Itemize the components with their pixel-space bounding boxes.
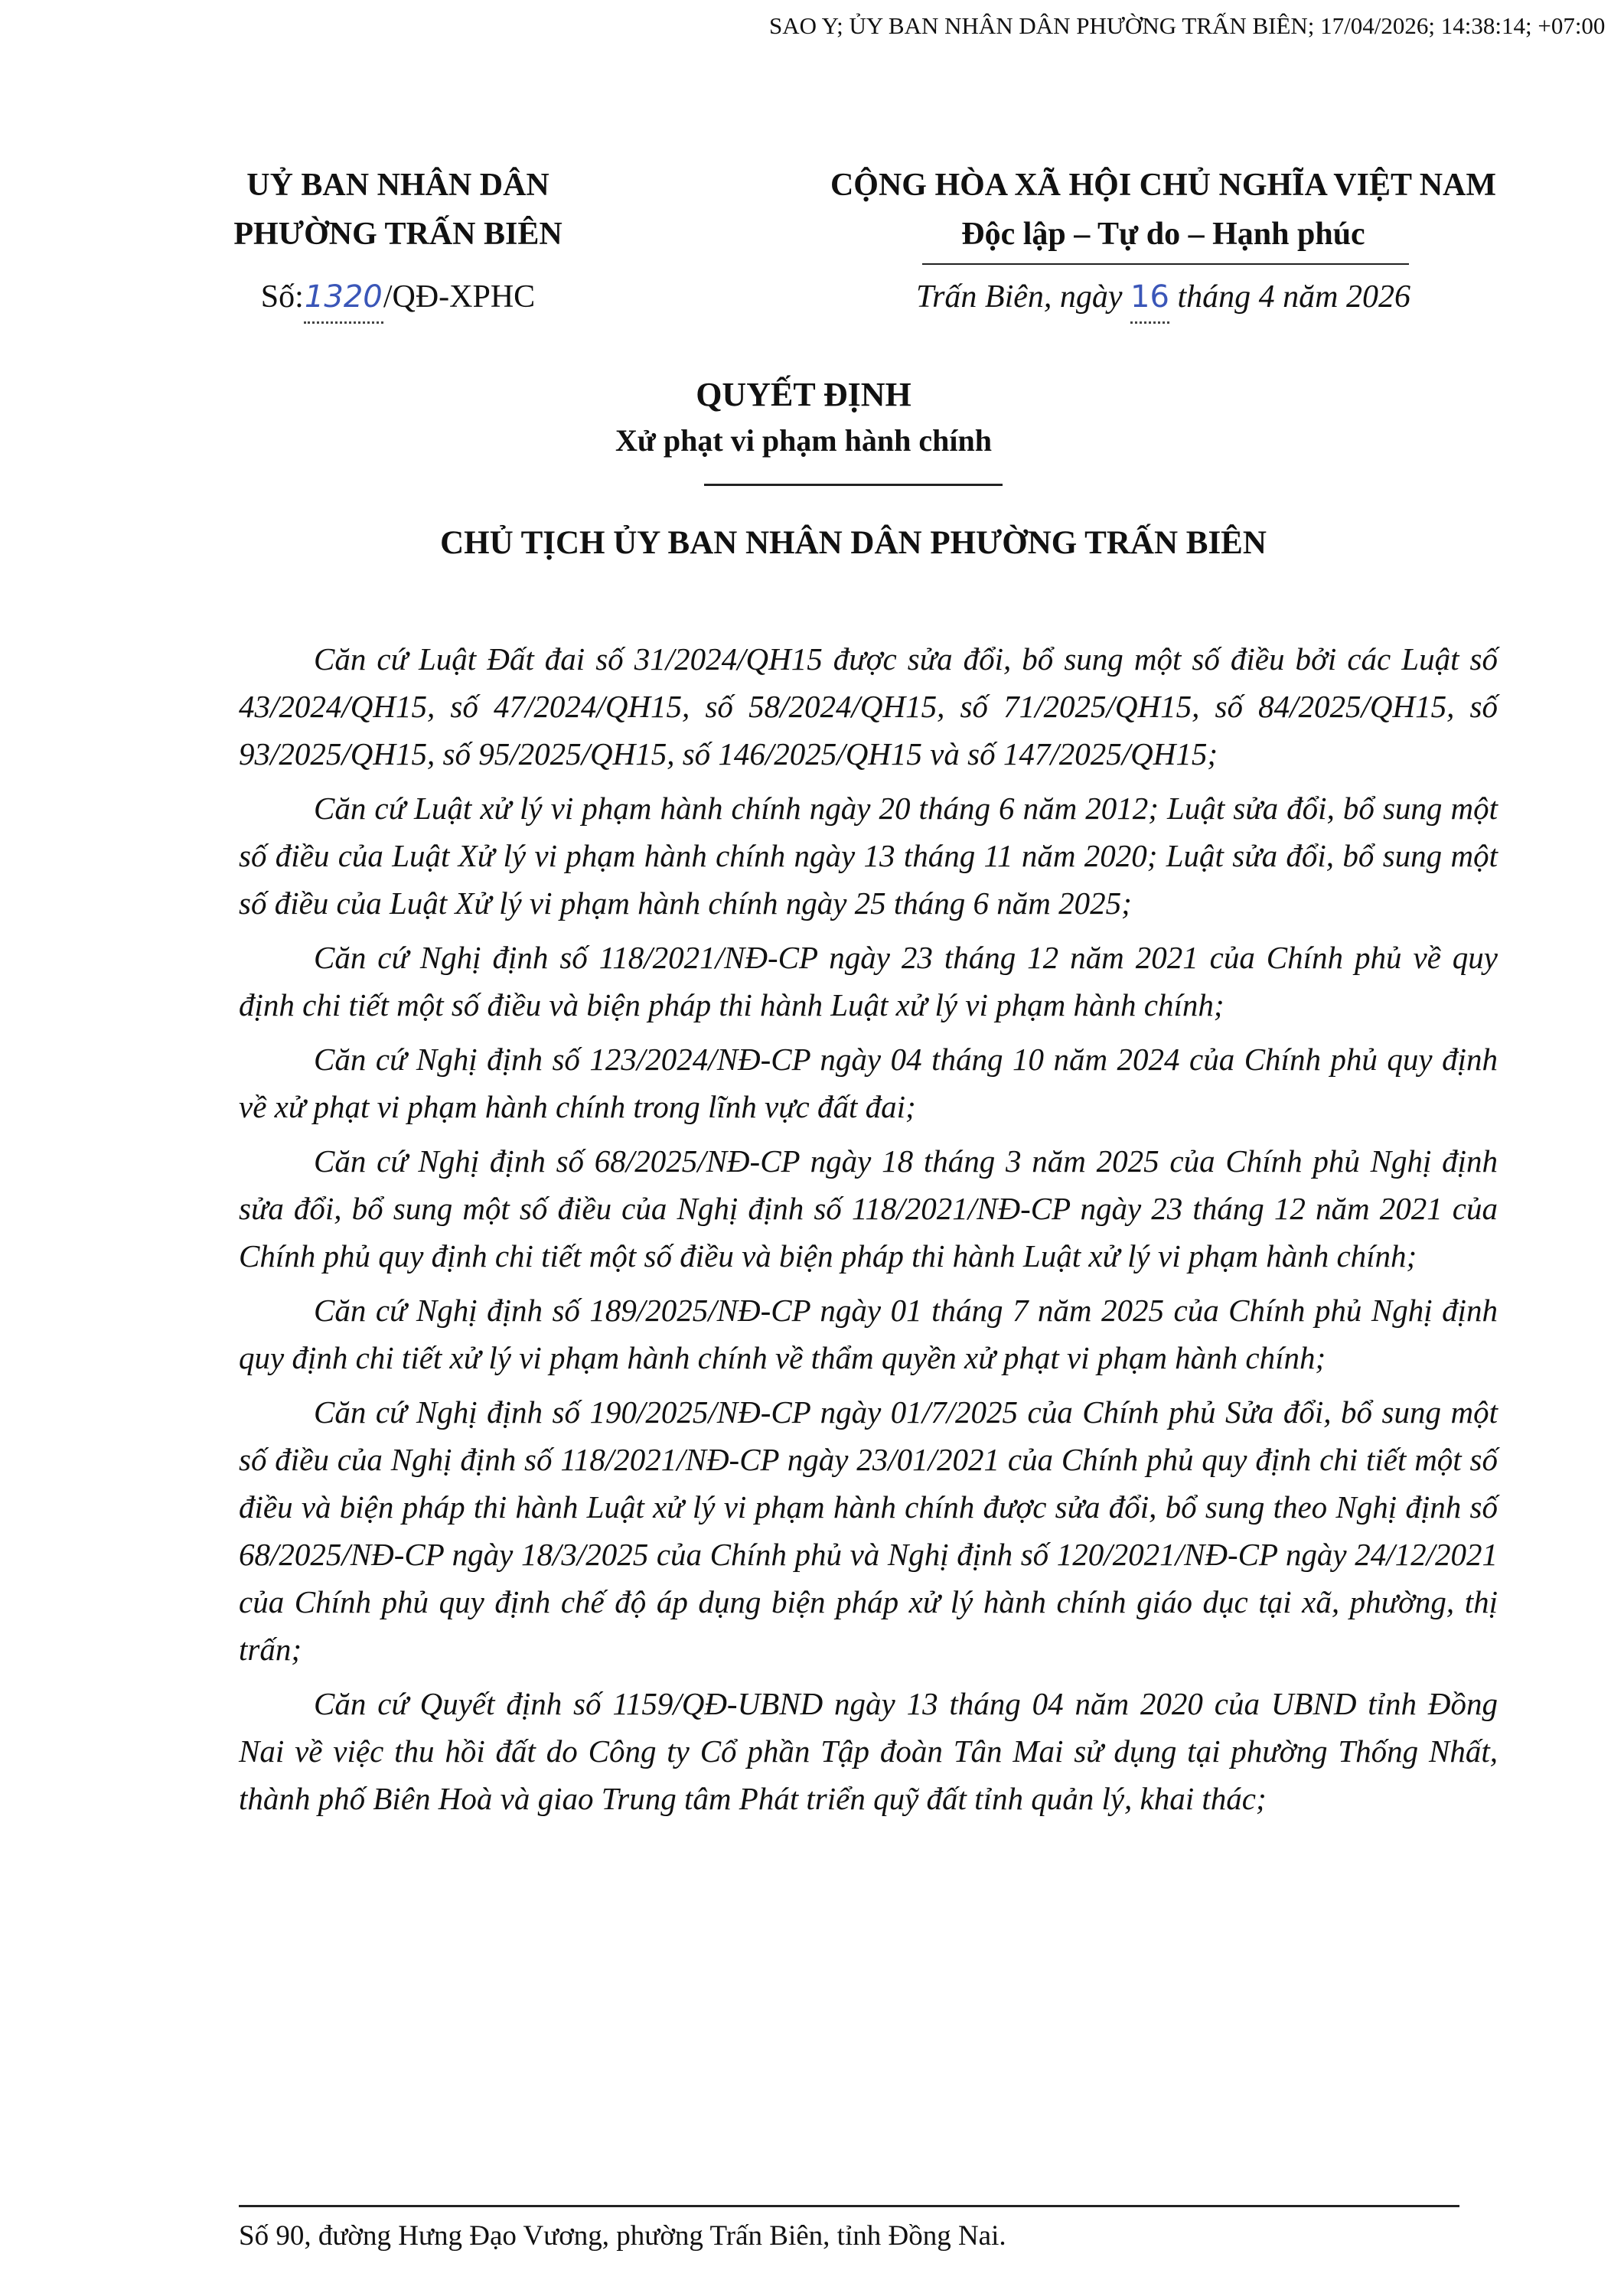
legal-basis-body [239, 635, 1498, 1829]
country-name: CỘNG HÒA XÃ HỘI CHỦ NGHĨA VIỆT NAM [830, 168, 1497, 203]
legal-basis-paragraph: Căn cứ Nghị định số 189/2025/NĐ-CP ngày 01 tháng 7 năm 2025 của Chính phủ Nghị định quy định chi tiết xử lý vi phạm hành chính về thẩm quyền xử phạt vi phạm hành chính; [239, 1293, 1498, 1375]
legal-basis-paragraph: Căn cứ Quyết định số 1159/QĐ-UBND ngày 13 tháng 04 năm 2020 của UBND tỉnh Đồng Nai về việc thu hồi đất do Công ty Cổ phần Tập đoàn Tân Mai sử dụng tại phường Thống Nhất, thành phố Biên Hoà và giao Trung tâm Phát triển quỹ đất tỉnh quản lý, khai thác; [239, 1686, 1498, 1816]
legal-basis-paragraph: Căn cứ Nghị định số 118/2021/NĐ-CP ngày 23 tháng 12 năm 2021 của Chính phủ về quy định chi tiết một số điều và biện pháp thi hành Luật xử lý vi phạm hành chính; [239, 940, 1498, 1022]
legal-basis-paragraph: Căn cứ Nghị định số 190/2025/NĐ-CP ngày 01/7/2025 của Chính phủ Sửa đổi, bổ sung một số điều của Nghị định số 118/2021/NĐ-CP ngày 23/01/2021 của Chính phủ quy định chi tiết một số điều và biện pháp thi hành Luật xử lý vi phạm hành chính được sửa đổi, bổ sung theo Nghị định số 68/2025/NĐ-CP ngày 18/3/2025 của Chính phủ và Nghị định số 120/2021/NĐ-CP ngày 24/12/2021 của Chính phủ quy định chế độ áp dụng biện pháp xử lý hành chính giáo dục tại xã, phường, thị trấn; [239, 1394, 1498, 1667]
document-number-suffix: /QĐ-XPHC [383, 279, 536, 315]
legal-basis-paragraph: Căn cứ Luật xử lý vi phạm hành chính ngày 20 tháng 6 năm 2012; Luật sửa đổi, bổ sung một số điều của Luật Xử lý vi phạm hành chính ngày 13 tháng 11 năm 2020; Luật sửa đổi, bổ sung một số điều của Luật Xử lý vi phạm hành chính ngày 25 tháng 6 năm 2025; [239, 791, 1498, 921]
legal-basis-paragraph: Căn cứ Nghị định số 68/2025/NĐ-CP ngày 18 tháng 3 năm 2025 của Chính phủ Nghị định sửa đổi, bổ sung một số điều của Nghị định số 118/2021/NĐ-CP ngày 23 tháng 12 năm 2021 của Chính phủ quy định chi tiết một số điều và biện pháp thi hành Luật xử lý vi phạm hành chính; [239, 1143, 1498, 1274]
date-day-handwritten: 16 [1130, 272, 1169, 324]
footer-address: Số 90, đường Hưng Đạo Vương, phường Trấn Biên, tỉnh Đồng Nai. [239, 2220, 1006, 2252]
document-subtitle: Xử phạt vi phạm hành chính [615, 423, 992, 458]
title-divider [704, 484, 1003, 486]
motto-underline [922, 263, 1409, 265]
digital-copy-stamp: SAO Y; ỦY BAN NHÂN DÂN PHƯỜNG TRẤN BIÊN; 17/04/2026; 14:38:14; +07:00 [769, 12, 1606, 39]
issuer-heading: CHỦ TỊCH ỦY BAN NHÂN DÂN PHƯỜNG TRẤN BIÊN [440, 525, 1267, 561]
legal-basis-paragraph: Căn cứ Nghị định số 123/2024/NĐ-CP ngày 04 tháng 10 năm 2024 của Chính phủ quy định về xử phạt vi phạm hành chính trong lĩnh vực đất đai; [239, 1042, 1498, 1124]
issuing-authority-header [222, 161, 574, 259]
place-and-date [781, 272, 1546, 324]
date-suffix: tháng 4 năm 2026 [1177, 279, 1410, 315]
document-number-prefix: Số: [260, 279, 304, 315]
national-header [781, 161, 1546, 259]
authority-line-1: UỶ BAN NHÂN DÂN [246, 168, 549, 203]
decision-title-block [536, 372, 1071, 464]
date-prefix: Trấn Biên, ngày [916, 279, 1123, 315]
document-number-handwritten: 1320 [304, 272, 383, 324]
authority-line-2: PHƯỜNG TRẤN BIÊN [233, 217, 563, 252]
legal-basis-paragraph: Căn cứ Luật Đất đai số 31/2024/QH15 được sửa đổi, bổ sung một số điều bởi các Luật số 43/2024/QH15, số 47/2024/QH15, số 58/2024/QH15, số 71/2025/QH15, số 84/2025/QH15, số 93/2025/QH15, số 95/2025/QH15, số 146/2025/QH15 và số 147/2025/QH15; [239, 641, 1498, 771]
national-motto: Độc lập – Tự do – Hạnh phúc [961, 217, 1365, 252]
document-number [222, 272, 574, 324]
document-title: QUYẾT ĐỊNH [696, 376, 911, 413]
footer-divider [239, 2205, 1459, 2207]
